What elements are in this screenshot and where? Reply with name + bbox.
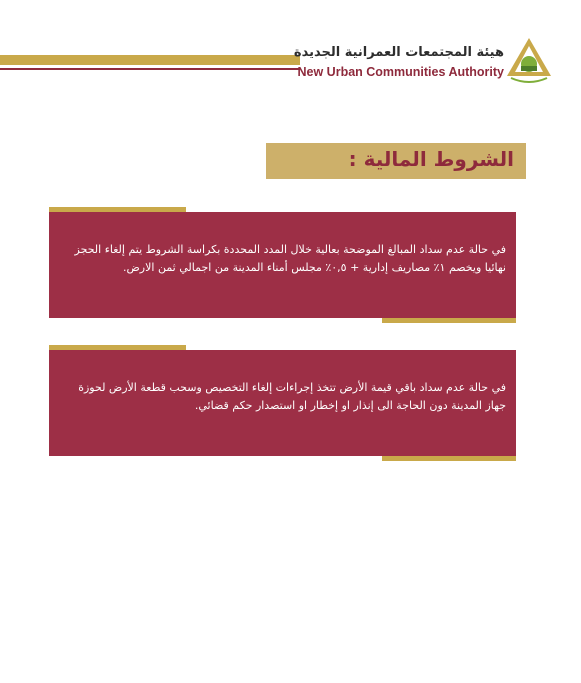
- header-accent-line-maroon: [0, 68, 300, 70]
- condition-card-2: [49, 350, 516, 456]
- nuca-logo-icon: [505, 36, 553, 84]
- org-name-english: New Urban Communities Authority: [297, 65, 504, 79]
- section-title: الشروط المالية :: [348, 147, 514, 171]
- org-name-arabic: هيئة المجتمعات العمرانية الجديدة: [293, 45, 504, 60]
- header-accent-line-gold: [0, 55, 300, 65]
- condition-card-1-text: في حالة عدم سداد المبالغ الموضحة بعالية خلال المدد المحددة بكراسة الشروط يتم إلغاء الحجز نهائيا ويخصم ١٪ مصاريف إدارية + ٠,٥٪ مجلس أمناء المدينة من اجمالي ثمن الارض.: [74, 243, 506, 274]
- card-1-bottom-accent: [382, 318, 516, 323]
- card-2-bottom-accent: [382, 456, 516, 461]
- section-title-box: [266, 143, 526, 179]
- condition-card-1: [49, 212, 516, 318]
- condition-card-2-text: في حالة عدم سداد باقي قيمة الأرض تتخذ إجراءات إلغاء التخصيص وسحب قطعة الأرض لحوزة جهاز المدينة دون الحاجة الى إنذار او إخطار او استصدار حكم قضائي.: [78, 381, 506, 412]
